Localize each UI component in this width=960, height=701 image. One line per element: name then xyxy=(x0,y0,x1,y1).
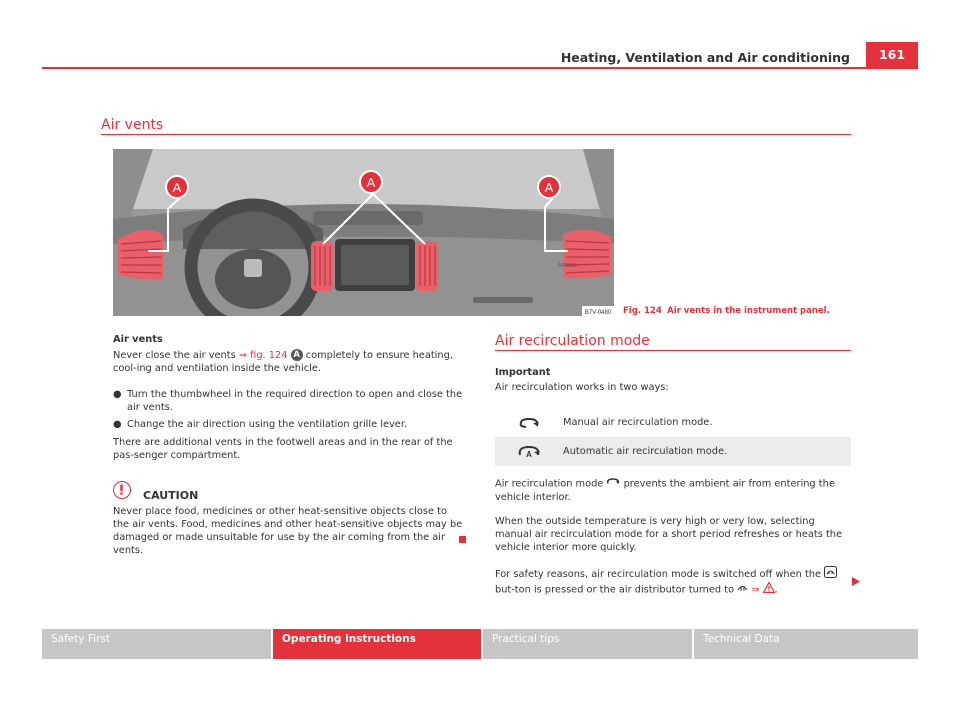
vent-right xyxy=(563,230,611,279)
mode-text: Automatic air recirculation mode. xyxy=(563,446,728,457)
caution-icon xyxy=(113,481,131,499)
rc-p3-before: For safety reasons, air recirculation mode is switched off when the xyxy=(495,569,822,580)
tab-safety-first[interactable]: Safety First xyxy=(42,629,271,659)
section-title-recirculation: Air recirculation mode xyxy=(495,333,650,349)
recirc-intro: Air recirculation works in two ways: xyxy=(495,382,669,393)
vent-center-left xyxy=(311,241,333,291)
caution-label: CAUTION xyxy=(143,489,199,502)
paragraph-recirc-prevents xyxy=(495,477,851,504)
vent-center-right xyxy=(416,241,438,291)
p1-after: completely to ensure heating, cool-ing and ventilation inside the vehicle. xyxy=(113,350,453,374)
manual-recirc-icon xyxy=(495,416,563,430)
footer-tabs xyxy=(42,629,918,659)
tab-operating-instructions[interactable]: Operating instructions xyxy=(273,629,481,659)
section-rule xyxy=(495,350,851,351)
section-title-air-vents: Air vents xyxy=(101,117,164,133)
callout-a-left xyxy=(166,176,188,198)
subheading-air-vents: Air vents xyxy=(113,334,163,345)
important-label: Important xyxy=(495,367,551,378)
callout-a-right xyxy=(538,176,560,198)
bullet-item xyxy=(113,418,463,431)
rc-p1-after: prevents the ambient air from entering the vehicle interior. xyxy=(495,478,835,503)
rc-p3-mid: but-ton is pressed or the air distributor turned to xyxy=(495,584,735,596)
bullet-icon: ● xyxy=(113,419,122,430)
callout-label: A xyxy=(544,180,554,195)
airbag-text: AIRBAG xyxy=(558,263,577,269)
table-row xyxy=(495,408,851,437)
auto-letter: A xyxy=(526,449,532,459)
callout-label: A xyxy=(172,180,182,195)
rc-p3-end: . xyxy=(774,584,778,596)
bullet-text: Change the air direction using the ventilation grille lever. xyxy=(127,419,408,430)
figure-caption xyxy=(623,306,830,316)
defrost-button-icon xyxy=(824,566,837,582)
callout-a-center xyxy=(360,171,382,193)
section-rule xyxy=(101,134,851,135)
section-end-mark xyxy=(459,536,466,543)
header-rule xyxy=(42,67,918,69)
caution-text: Never place food, medicines or other heat-sensitive objects close to the air vents. Food, medicines and other heat-sensitive objects may be damaged or made unsuitable for use by the air coming from the air vents. xyxy=(113,506,463,556)
dashboard-illustration xyxy=(113,149,614,316)
figure-caption-text: Air vents in the instrument panel. xyxy=(667,306,830,316)
mode-text: Manual air recirculation mode. xyxy=(563,417,713,428)
p1-before: Never close the air vents xyxy=(113,350,236,361)
warning-triangle-icon[interactable] xyxy=(763,582,775,597)
callout-label: A xyxy=(366,175,376,190)
figure-number: Fig. 124 xyxy=(623,306,662,316)
paragraph-recirc-safety xyxy=(495,566,851,597)
tab-practical-tips[interactable]: Practical tips xyxy=(483,629,692,659)
bullet-item xyxy=(113,388,463,414)
paragraph-close-vents xyxy=(113,349,463,375)
manual-recirc-icon xyxy=(606,477,620,490)
paragraph-additional-vents: There are additional vents in the footwell areas and in the rear of the pas-senger compartment. xyxy=(113,437,453,461)
warning-reference-arrow[interactable]: ⇒ xyxy=(751,584,760,596)
continue-arrow-icon xyxy=(852,571,860,590)
chapter-title: Heating, Ventilation and Air conditioning xyxy=(560,50,850,65)
callout-mark-a: A xyxy=(291,349,303,361)
bullet-text: Turn the thumbwheel in the required direction to open and close the air vents. xyxy=(127,389,463,413)
recirc-modes-table xyxy=(495,408,851,466)
defrost-icon xyxy=(737,583,748,596)
paragraph-recirc-temperature: When the outside temperature is very high or very low, selecting manual air recirculation mode for a short period refreshes or heats the vehicle interior more quickly. xyxy=(495,516,843,553)
fig-reference-link[interactable]: ⇒ fig. 124 xyxy=(238,350,288,361)
image-code: B7V-0480 xyxy=(584,310,612,316)
page-number: 161 xyxy=(866,42,918,68)
vent-left xyxy=(118,230,163,279)
tab-technical-data[interactable]: Technical Data xyxy=(694,629,918,659)
rc-p1-before: Air recirculation mode xyxy=(495,478,604,490)
auto-recirc-icon xyxy=(495,444,563,460)
table-row xyxy=(495,437,851,466)
bullet-icon: ● xyxy=(113,389,122,400)
